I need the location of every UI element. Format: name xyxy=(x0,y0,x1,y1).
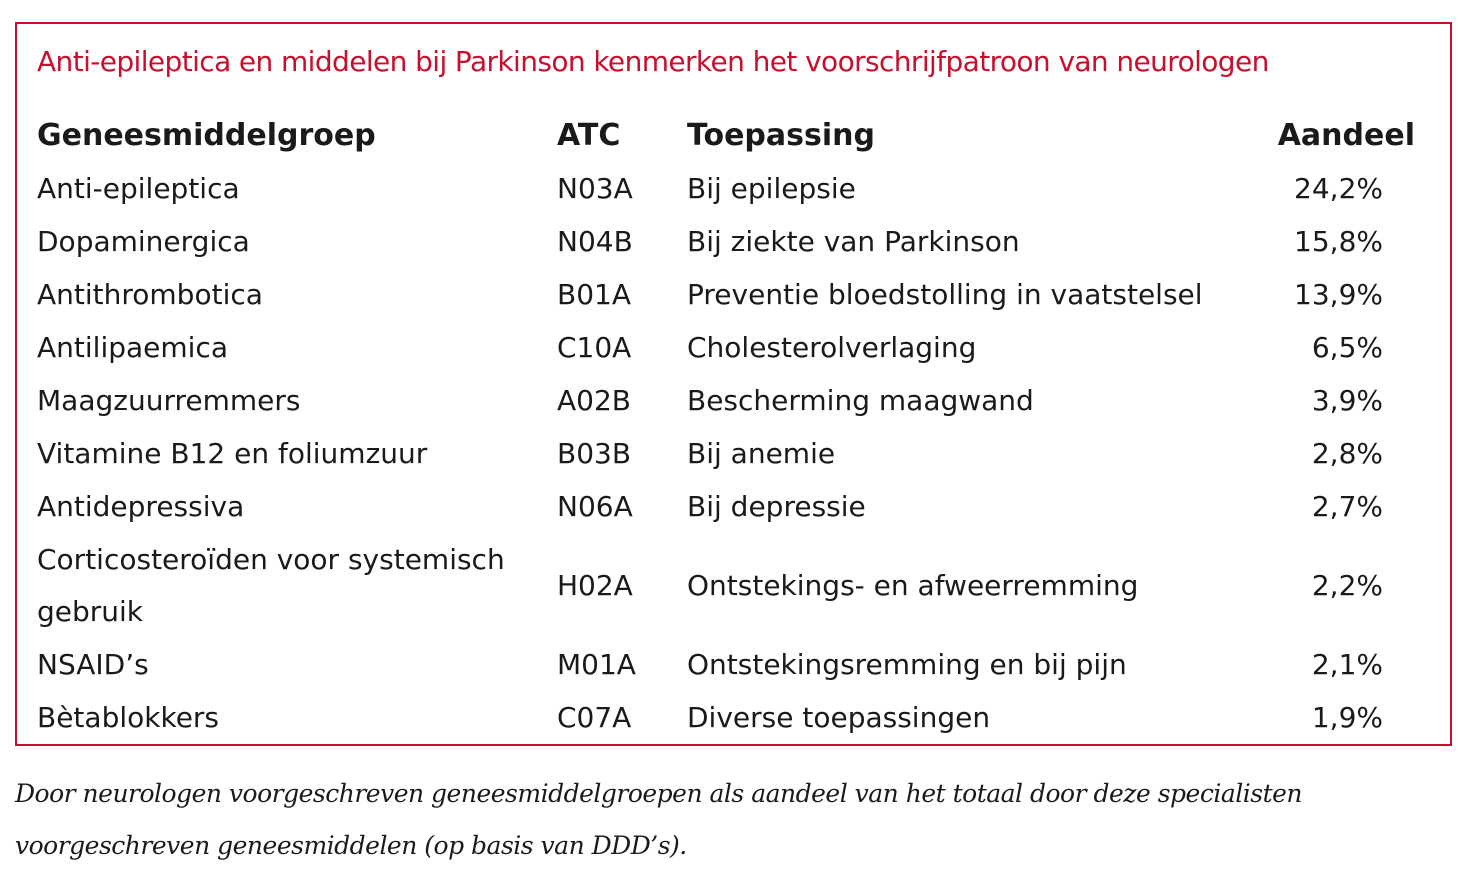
cell-atc: B01A xyxy=(557,278,631,311)
cell-atc: M01A xyxy=(557,648,636,681)
cell-atc: A02B xyxy=(557,384,631,417)
cell-use: Ontstekingsremming en bij pijn xyxy=(687,648,1127,681)
cell-group: Vitamine B12 en foliumzuur xyxy=(37,437,428,470)
cell-atc: N03A xyxy=(557,172,633,205)
cell-use: Ontstekings- en afweerremming xyxy=(687,569,1139,602)
cell-share: 13,9% xyxy=(1294,278,1383,311)
cell-share: 24,2% xyxy=(1294,172,1383,205)
cell-share: 2,8% xyxy=(1311,437,1383,470)
cell-atc: N04B xyxy=(557,225,633,258)
header-share: Aandeel xyxy=(1277,118,1415,153)
cell-group: Anti-epileptica xyxy=(37,172,240,205)
header-group: Geneesmiddelgroep xyxy=(37,118,376,153)
table-title: Anti-epileptica en middelen bij Parkinson kenmerken het voorschrijfpatroon van neurologen xyxy=(37,45,1269,78)
cell-atc: H02A xyxy=(557,569,633,602)
cell-share: 2,1% xyxy=(1311,648,1383,681)
cell-share: 15,8% xyxy=(1294,225,1383,258)
cell-share: 1,9% xyxy=(1311,701,1383,734)
cell-share: 6,5% xyxy=(1311,331,1383,364)
cell-group: Corticosteroïden voor systemisch gebruik xyxy=(37,543,505,628)
cell-atc: B03B xyxy=(557,437,632,470)
cell-use: Bij ziekte van Parkinson xyxy=(687,225,1020,258)
figure-caption: Door neurologen voorgeschreven geneesmiddelgroepen als aandeel van het totaal door deze specialisten voorgeschreven geneesmiddelen (op basis van DDD’s). xyxy=(15,779,1303,860)
cell-use: Bescherming maagwand xyxy=(687,384,1034,417)
cell-use: Cholesterolverlaging xyxy=(687,331,977,364)
cell-share: 2,2% xyxy=(1311,569,1383,602)
cell-use: Preventie bloedstolling in vaatstelsel xyxy=(687,278,1203,311)
cell-use: Diverse toepassingen xyxy=(687,701,991,734)
cell-use: Bij depressie xyxy=(687,490,866,523)
cell-group: Dopaminergica xyxy=(37,225,250,258)
cell-group: NSAID’s xyxy=(37,648,149,681)
cell-group: Maagzuurremmers xyxy=(37,384,301,417)
cell-use: Bij anemie xyxy=(687,437,836,470)
cell-atc: C07A xyxy=(557,701,632,734)
header-atc: ATC xyxy=(557,118,621,153)
cell-group: Antilipaemica xyxy=(37,331,228,364)
cell-share: 3,9% xyxy=(1311,384,1383,417)
cell-atc: N06A xyxy=(557,490,633,523)
cell-share: 2,7% xyxy=(1311,490,1383,523)
cell-group: Antidepressiva xyxy=(37,490,245,523)
cell-group: Bètablokkers xyxy=(37,701,220,734)
cell-use: Bij epilepsie xyxy=(687,172,856,205)
cell-group: Antithrombotica xyxy=(37,278,263,311)
cell-atc: C10A xyxy=(557,331,632,364)
header-use: Toepassing xyxy=(687,118,875,153)
